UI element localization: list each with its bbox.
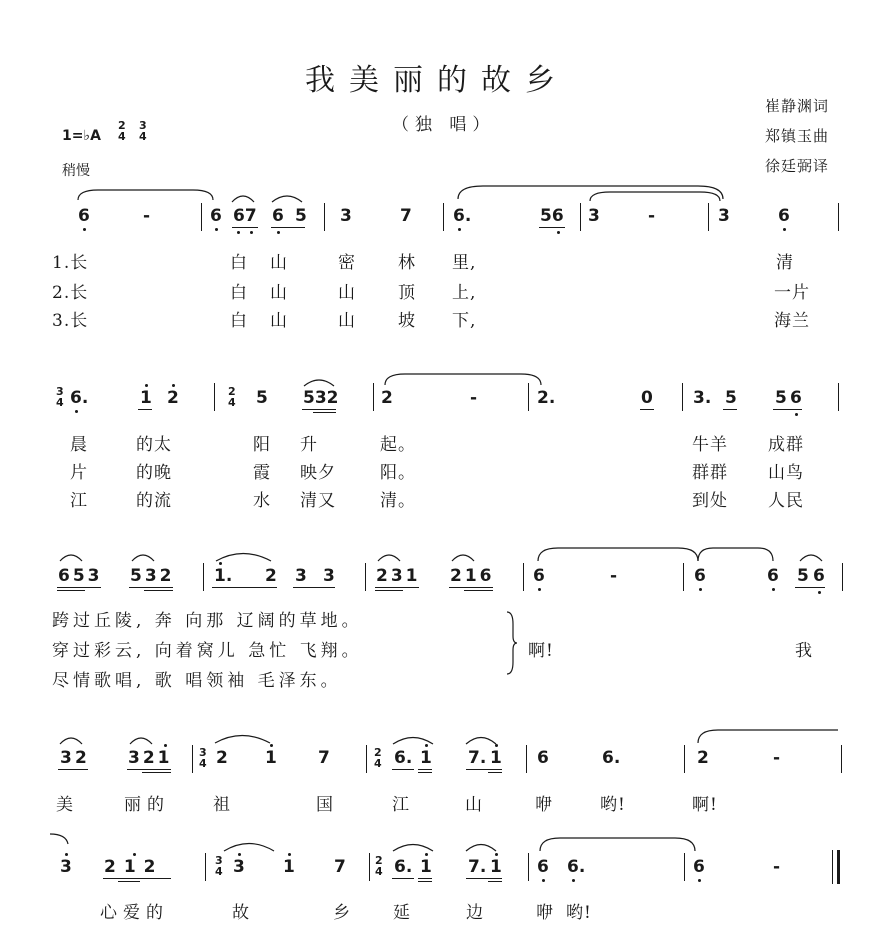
slur — [393, 842, 433, 852]
slur — [232, 193, 254, 203]
bar-line — [838, 203, 839, 231]
tie — [698, 728, 838, 744]
note: 3 — [340, 206, 352, 226]
slur — [130, 735, 152, 745]
note: 1 — [420, 857, 432, 877]
lyric: 哟! — [566, 903, 592, 923]
lyric: 人民 — [768, 491, 804, 511]
high-octave-dot — [270, 744, 273, 747]
high-octave-dot — [288, 853, 291, 856]
bar-line — [201, 203, 202, 231]
time-signature-2-4: 2 4 — [118, 119, 126, 143]
final-bar-line-thick — [837, 850, 840, 884]
bar-line — [841, 745, 842, 773]
high-octave-dot — [425, 853, 428, 856]
note: 6. — [453, 206, 472, 226]
note: 2. — [537, 388, 556, 408]
lyric: 成群 — [768, 435, 804, 455]
high-octave-dot — [145, 384, 148, 387]
lyric: 哟! — [600, 795, 626, 815]
note: 6 — [694, 566, 706, 586]
low-octave-dot — [572, 879, 575, 882]
underline — [392, 769, 414, 770]
note: 3 — [233, 857, 245, 877]
low-octave-dot — [75, 410, 78, 413]
note: 3. — [693, 388, 712, 408]
note: 1 — [265, 748, 277, 768]
note: 6. — [394, 748, 413, 768]
note: 6. — [394, 857, 413, 877]
high-octave-dot — [164, 744, 167, 747]
note: 7 — [334, 857, 346, 877]
lyric: 坡 — [398, 311, 416, 331]
note: 7 — [318, 748, 330, 768]
note-group: 212 — [104, 857, 164, 877]
dash: - — [143, 206, 151, 226]
tie — [385, 372, 541, 386]
lyric: 的晚 — [136, 463, 172, 483]
underline — [142, 772, 171, 773]
note: 5 — [797, 566, 809, 586]
final-bar-line-thin — [832, 850, 833, 884]
lyric: 阳。 — [380, 463, 416, 483]
note: 6. — [567, 857, 586, 877]
time-signature-3-4: 3 4 — [215, 854, 223, 878]
slur — [378, 552, 400, 562]
underline — [129, 587, 173, 588]
note-group: 532 — [130, 566, 175, 586]
lyric: 祖 — [213, 795, 231, 815]
lyric: 群群 — [692, 463, 728, 483]
bar-line — [683, 563, 684, 591]
underline — [418, 772, 432, 773]
bar-line — [203, 563, 204, 591]
note: 1 — [420, 748, 432, 768]
underline — [418, 769, 432, 770]
lyric: 边 — [466, 903, 484, 923]
lyric: 阳 — [253, 435, 271, 455]
underline — [773, 409, 802, 410]
low-octave-dot — [542, 879, 545, 882]
dash: - — [610, 566, 618, 586]
lyric: 起。 — [380, 435, 416, 455]
bar-line — [192, 745, 193, 773]
slur — [272, 193, 302, 203]
note: 6 — [533, 566, 545, 586]
lyric: 山 — [338, 283, 356, 303]
underline — [723, 409, 737, 410]
low-octave-dot — [783, 228, 786, 231]
lyric: 林 — [398, 253, 416, 273]
lyric: 山 — [270, 253, 288, 273]
bar-line — [580, 203, 581, 231]
underline — [127, 769, 171, 770]
underline — [293, 587, 335, 588]
lyric: 山 — [338, 311, 356, 331]
lyric: 清 — [776, 253, 794, 273]
tie — [590, 190, 720, 202]
bar-line — [369, 853, 370, 881]
tempo-marking: 稍慢 — [62, 163, 90, 179]
note-group: 231 — [376, 566, 421, 586]
underline — [144, 590, 173, 591]
note: 1. — [214, 566, 233, 586]
lyric: 里, — [452, 253, 477, 273]
lyric: 片 — [70, 463, 88, 483]
lyric: 咿 — [535, 795, 553, 815]
note: 6 — [537, 748, 549, 768]
bar-line — [373, 383, 374, 411]
high-octave-dot — [172, 384, 175, 387]
underline — [466, 878, 488, 879]
slur — [60, 552, 82, 562]
note: 5 — [775, 388, 787, 408]
dash: - — [648, 206, 656, 226]
note: 2 — [167, 388, 179, 408]
underline — [392, 878, 414, 879]
dash: - — [773, 857, 781, 877]
lyric: 故 — [232, 903, 250, 923]
underline — [488, 769, 502, 770]
key-signature: 1=♭A — [62, 128, 101, 144]
song-title: 我美丽的故乡 — [305, 63, 569, 98]
lyric: 1.长 — [52, 253, 89, 273]
lyric-verse-2: 穿过彩云, 向着窝儿 急忙 飞翔。 — [52, 641, 363, 661]
translator: 徐廷弼译 — [765, 157, 830, 175]
bar-line — [205, 853, 206, 881]
underline — [57, 590, 85, 591]
note: 5 — [295, 206, 307, 226]
low-octave-dot — [237, 231, 240, 234]
lyric: 3.长 — [52, 311, 89, 331]
lyric: 延 — [393, 903, 411, 923]
underline — [466, 769, 488, 770]
lyric: 到处 — [692, 491, 728, 511]
note: 6 — [778, 206, 790, 226]
lyric: 江 — [392, 795, 410, 815]
lyric: 霞 — [253, 463, 271, 483]
bar-line — [528, 853, 529, 881]
low-octave-dot — [458, 228, 461, 231]
note: 6. — [602, 748, 621, 768]
tie — [540, 836, 695, 852]
low-octave-dot — [250, 231, 253, 234]
bar-line — [682, 383, 683, 411]
note-group: 321 — [128, 748, 173, 768]
note: 3 — [60, 748, 72, 768]
lyric: 下, — [452, 311, 477, 331]
tie — [50, 832, 70, 846]
lyric: 清。 — [380, 491, 416, 511]
note: 6. — [70, 388, 89, 408]
underline — [795, 587, 825, 588]
bar-line — [684, 745, 685, 773]
note: 3 — [323, 566, 335, 586]
underline — [118, 881, 140, 882]
high-octave-dot — [495, 853, 498, 856]
underline — [313, 412, 336, 413]
note: 6 — [790, 388, 802, 408]
bar-line — [443, 203, 444, 231]
lyricist: 崔静渊词 — [765, 97, 830, 115]
underline — [57, 587, 101, 588]
note: 3 — [588, 206, 600, 226]
note: 2 — [697, 748, 709, 768]
note: 5 — [725, 388, 737, 408]
underline — [58, 769, 88, 770]
lyric: 顶 — [398, 283, 416, 303]
lyric-verse-1: 跨过丘陵, 奔 向那 辽阔的草地。 — [52, 611, 363, 631]
lyric: 密 — [338, 253, 356, 273]
lyric: 咿 — [536, 903, 554, 923]
bar-line — [684, 853, 685, 881]
lyric: 乡 — [333, 903, 351, 923]
rest: 0 — [641, 388, 653, 408]
note: 6 — [813, 566, 825, 586]
bar-line — [366, 745, 367, 773]
slur — [466, 735, 496, 745]
note: 1 — [490, 857, 502, 877]
bar-line — [708, 203, 709, 231]
high-octave-dot — [425, 744, 428, 747]
note-group: 216 — [450, 566, 495, 586]
underline — [464, 590, 493, 591]
underline — [212, 587, 277, 588]
note: 7 — [400, 206, 412, 226]
lyric: 山鸟 — [768, 463, 804, 483]
note: 5 — [256, 388, 268, 408]
time-signature-2-4: 2 4 — [375, 854, 383, 878]
bar-line — [523, 563, 524, 591]
lyric: 2.长 — [52, 283, 89, 303]
note: 2 — [381, 388, 393, 408]
underline — [103, 878, 171, 879]
note: 7. — [468, 748, 487, 768]
lyric: 水 — [253, 491, 271, 511]
lyric: 上, — [452, 283, 477, 303]
note: 2 — [216, 748, 228, 768]
lyric: 白 — [230, 311, 248, 331]
low-octave-dot — [557, 231, 560, 234]
time-signature-3-4: 3 4 — [56, 385, 64, 409]
bar-line — [838, 383, 839, 411]
time-signature-2-4: 2 4 — [374, 746, 382, 770]
lyric: 清又 — [300, 491, 336, 511]
slur — [800, 552, 822, 562]
note: 3 — [295, 566, 307, 586]
slur — [224, 840, 274, 852]
composer: 郑镇玉曲 — [765, 127, 830, 145]
lyric: 牛羊 — [692, 435, 728, 455]
lyric: 心爱的 — [100, 903, 169, 923]
lyric: 山 — [270, 311, 288, 331]
underline — [375, 590, 403, 591]
lyric: 白 — [230, 253, 248, 273]
low-octave-dot — [538, 588, 541, 591]
slur — [216, 550, 271, 562]
slur — [78, 188, 213, 202]
bar-line — [842, 563, 843, 591]
underline — [488, 772, 502, 773]
slur — [60, 735, 82, 745]
bar-line — [214, 383, 215, 411]
bar-line — [526, 745, 527, 773]
note-group: 653 — [58, 566, 103, 586]
note: 1 — [490, 748, 502, 768]
lyric: 映夕 — [300, 463, 336, 483]
note: 2 — [265, 566, 277, 586]
note: 532 — [303, 388, 339, 408]
lyric: 啊! — [692, 795, 718, 815]
underline — [539, 227, 565, 228]
lyric: 一片 — [774, 283, 810, 303]
note: 67 — [233, 206, 257, 226]
note: 1 — [140, 388, 152, 408]
lyric: 升 — [300, 435, 318, 455]
lyric: 啊! — [528, 641, 554, 661]
low-octave-dot — [698, 879, 701, 882]
note: 2 — [75, 748, 87, 768]
slur — [215, 732, 270, 744]
lyric: 丽的 — [124, 795, 170, 815]
tie — [538, 546, 698, 562]
note: 6 — [537, 857, 549, 877]
tie — [698, 546, 773, 562]
underline — [418, 878, 432, 879]
high-octave-dot — [133, 853, 136, 856]
lyric: 海兰 — [774, 311, 810, 331]
underline — [640, 409, 654, 410]
note: 7. — [468, 857, 487, 877]
lyric: 晨 — [70, 435, 88, 455]
low-octave-dot — [795, 413, 798, 416]
note: 6 — [210, 206, 222, 226]
time-signature-3-4: 3 4 — [139, 119, 147, 143]
slur — [452, 552, 474, 562]
lyric: 的流 — [136, 491, 172, 511]
note: 3 — [718, 206, 730, 226]
high-octave-dot — [65, 853, 68, 856]
underline — [449, 587, 493, 588]
underline — [138, 409, 152, 410]
low-octave-dot — [83, 228, 86, 231]
lyric: 国 — [316, 795, 334, 815]
note: 1 — [283, 857, 295, 877]
slur — [304, 377, 334, 387]
low-octave-dot — [215, 228, 218, 231]
lyric: 山 — [465, 795, 483, 815]
underline — [488, 878, 502, 879]
lyric: 山 — [270, 283, 288, 303]
lyric: 白 — [230, 283, 248, 303]
high-octave-dot — [238, 853, 241, 856]
low-octave-dot — [277, 231, 280, 234]
note: 3 — [60, 857, 72, 877]
slur — [466, 842, 496, 852]
note: 6 — [272, 206, 284, 226]
lyric: 江 — [70, 491, 88, 511]
underline — [488, 881, 502, 882]
low-octave-dot — [699, 588, 702, 591]
lyric: 美 — [56, 795, 74, 815]
low-octave-dot — [818, 591, 821, 594]
bar-line — [324, 203, 325, 231]
note: 6 — [767, 566, 779, 586]
underline — [302, 409, 336, 410]
high-octave-dot — [219, 562, 222, 565]
dash: - — [470, 388, 478, 408]
bar-line — [528, 383, 529, 411]
underline — [232, 227, 258, 228]
dash: - — [773, 748, 781, 768]
high-octave-dot — [495, 744, 498, 747]
low-octave-dot — [772, 588, 775, 591]
time-signature-3-4: 3 4 — [199, 746, 207, 770]
note: 56 — [540, 206, 564, 226]
lyric-verse-3: 尽情歌唱, 歌 唱领袖 毛泽东。 — [52, 671, 342, 691]
bar-line — [365, 563, 366, 591]
time-signature-2-4: 2 4 — [228, 385, 236, 409]
note: 6 — [78, 206, 90, 226]
slur — [132, 552, 154, 562]
brace — [505, 612, 517, 674]
note: 6 — [693, 857, 705, 877]
underline — [271, 227, 305, 228]
underline — [418, 881, 432, 882]
lyric: 的太 — [136, 435, 172, 455]
underline — [375, 587, 419, 588]
lyric: 我 — [795, 641, 813, 661]
performance-note: （独 唱） — [392, 115, 496, 135]
